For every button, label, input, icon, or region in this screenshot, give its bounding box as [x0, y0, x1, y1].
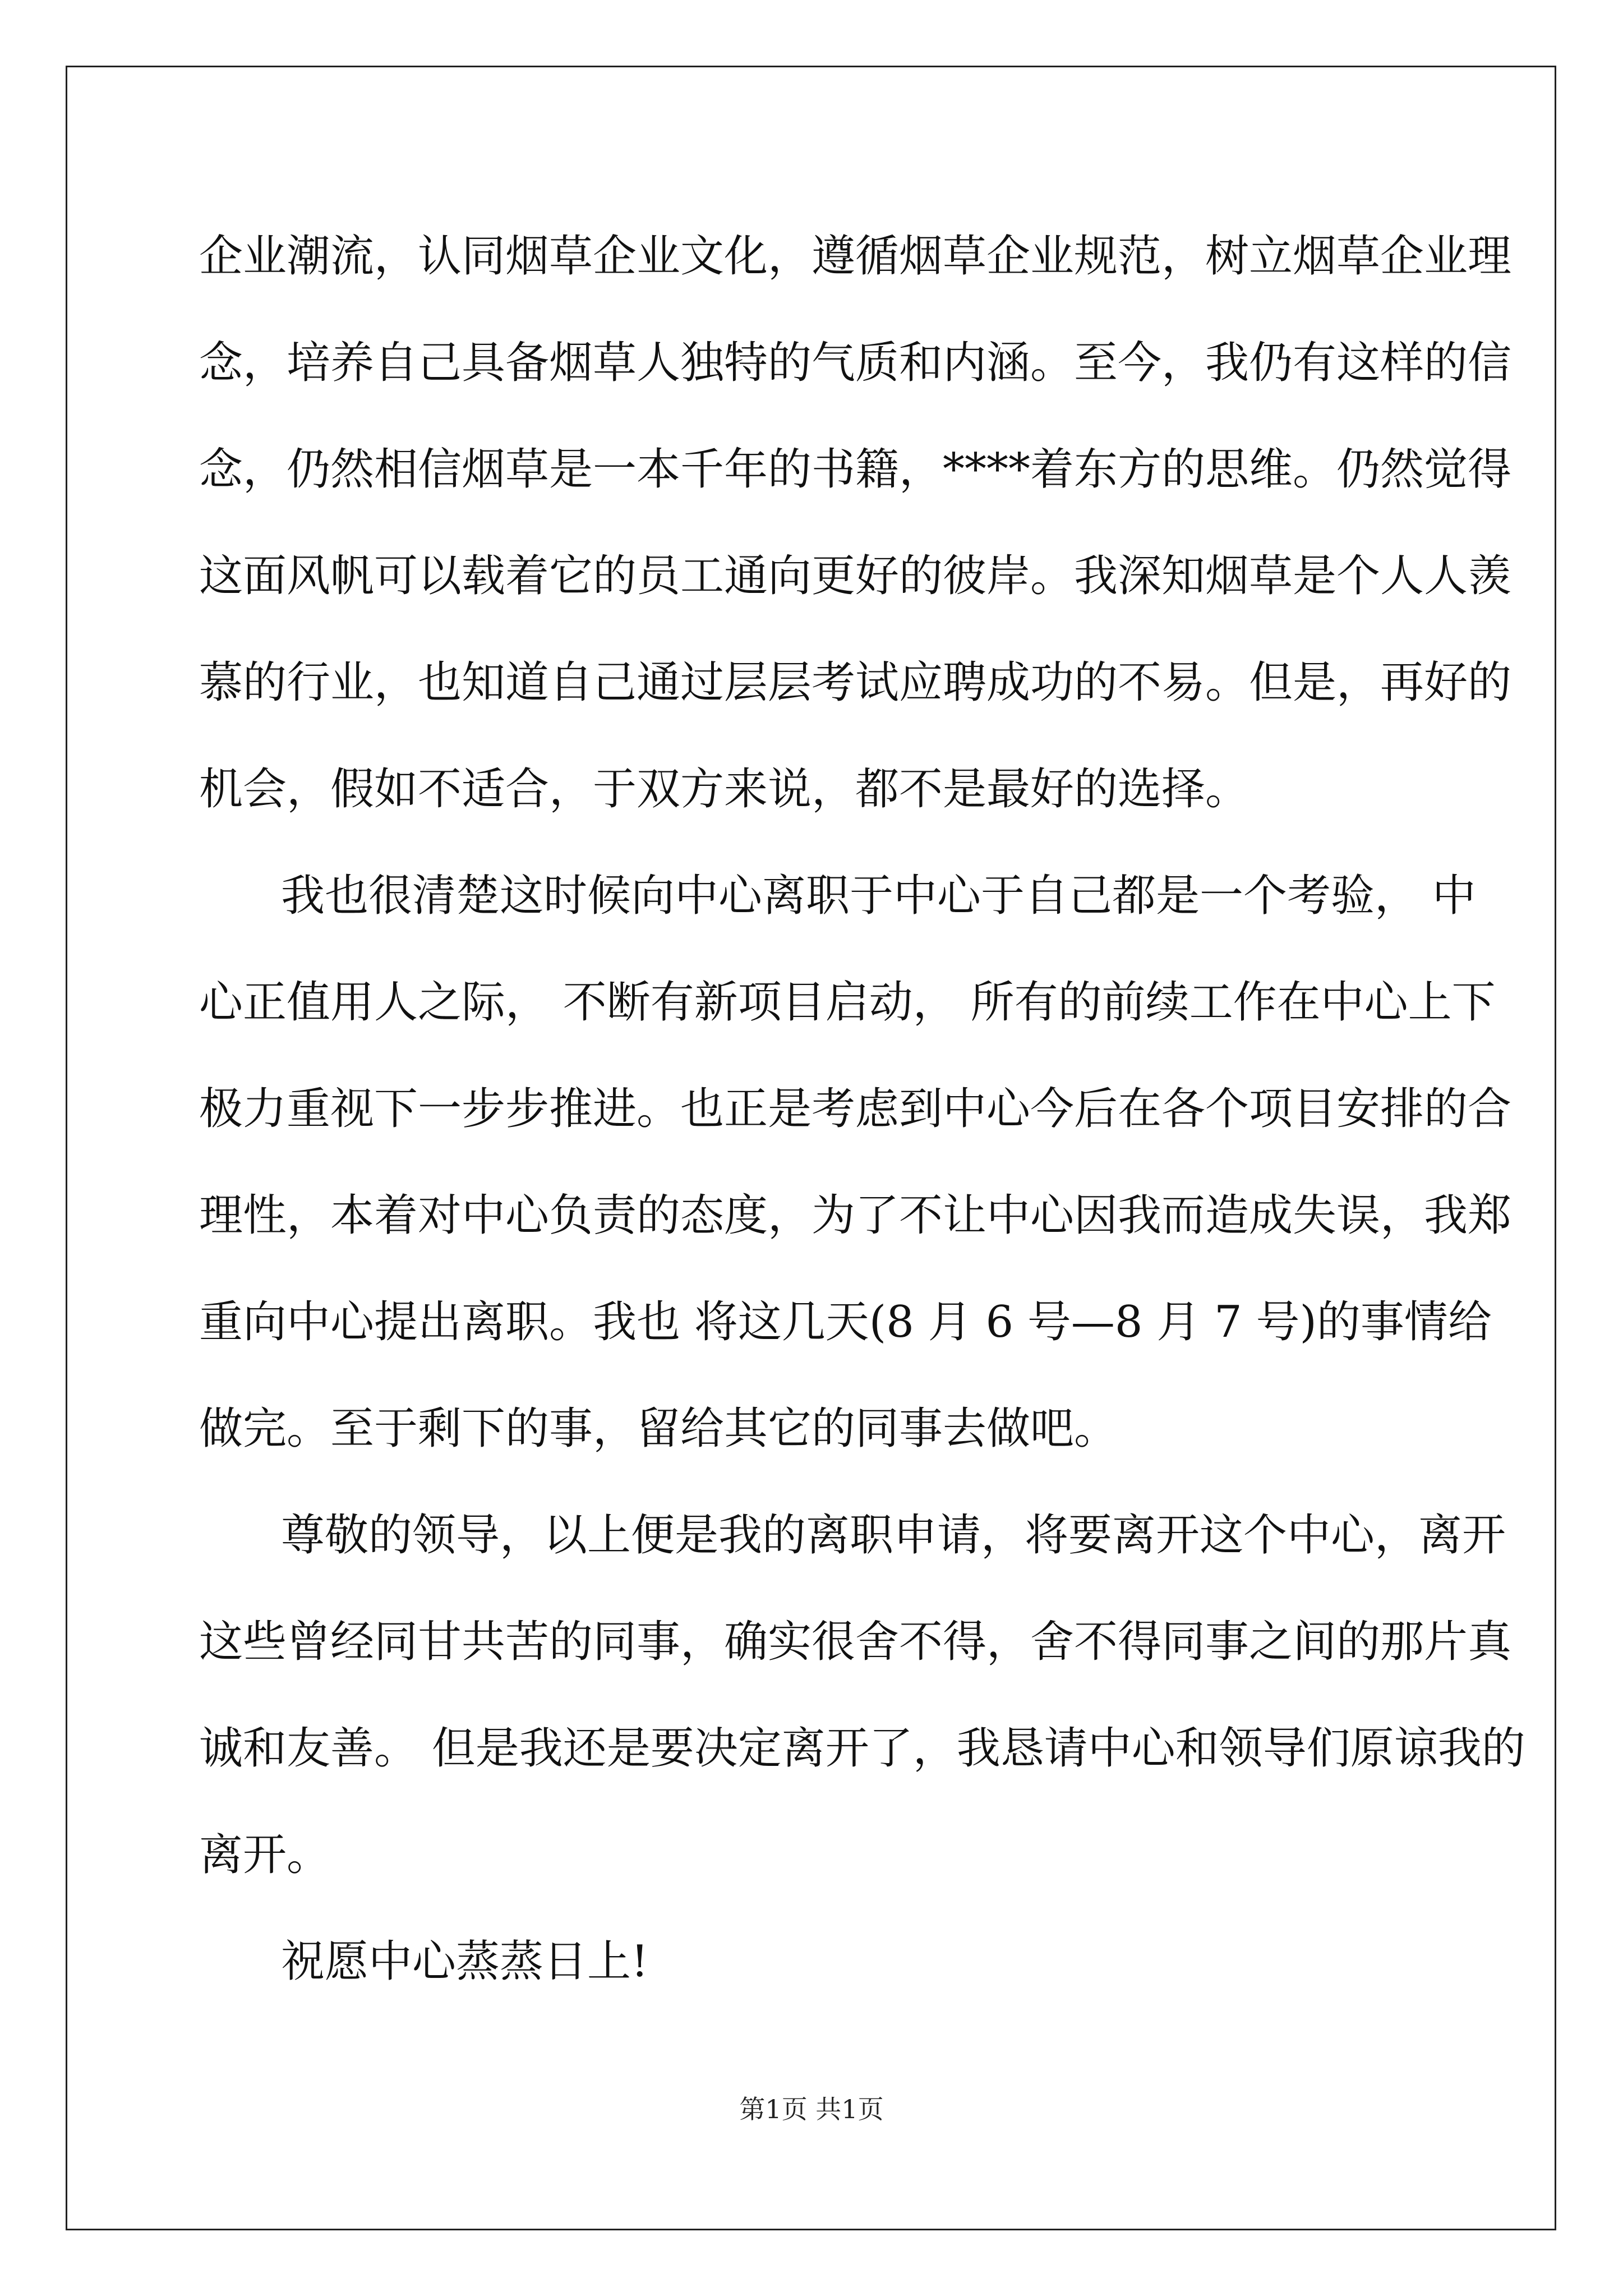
text-line: 慕的行业，也知道自己通过层层考试应聘成功的不易。但是，再好的	[199, 657, 1512, 708]
text-line: 祝愿中心蒸蒸日上!	[281, 1936, 649, 1987]
text-line: 重向中心提出离职。我也 将这几天(8 月 6 号—8 月 7 号)的事情给	[199, 1297, 1492, 1347]
text-line: 我也很清楚这时候向中心离职于中心于自己都是一个考验， 中	[281, 871, 1476, 921]
text-line: 这些曾经同甘共苦的同事，确实很舍不得，舍不得同事之间的那片真	[199, 1617, 1512, 1667]
text-line: 企业潮流，认同烟草企业文化，遵循烟草企业规范，树立烟草企业理	[199, 231, 1512, 282]
text-line: 做完。至于剩下的事，留给其它的同事去做吧。	[199, 1404, 1118, 1454]
text-line: 念，仍然相信烟草是一本千年的书籍，****着东方的思维。仍然觉得	[199, 444, 1512, 495]
text-line: 机会，假如不适合，于双方来说，都不是最好的选择。	[199, 764, 1249, 815]
document-body	[199, 203, 1525, 2015]
text-line: 心正值用人之际， 不断有新项目启动， 所有的前续工作在中心上下	[199, 977, 1496, 1028]
text-line: 理性，本着对中心负责的态度，为了不让中心因我而造成失误，我郑	[199, 1190, 1512, 1241]
text-line: 尊敬的领导，以上便是我的离职申请，将要离开这个中心，离开	[281, 1510, 1506, 1561]
text-line: 极力重视下一步步推进。也正是考虑到中心今后在各个项目安排的合	[199, 1084, 1512, 1134]
text-line: 离开。	[199, 1830, 331, 1880]
text-line: 念，培养自己具备烟草人独特的气质和内涵。至今，我仍有这样的信	[199, 338, 1512, 388]
text-line: 这面风帆可以载着它的员工通向更好的彼岸。我深知烟草是个人人羡	[199, 551, 1512, 601]
page-number-footer: 第1页 共1页	[739, 2094, 884, 2124]
text-line: 诚和友善。 但是我还是要决定离开了，我恳请中心和领导们原谅我的	[199, 1723, 1525, 1774]
